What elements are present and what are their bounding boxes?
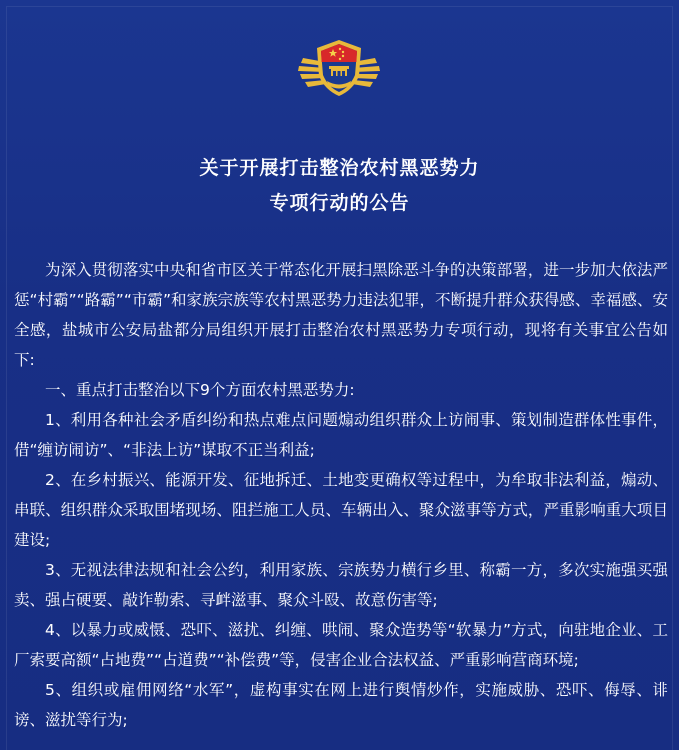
announcement-title-line2: 专项行动的公告 (269, 192, 410, 214)
paragraph-section-heading: 一、重点打击整治以下9个方面农村黑恶势力: (45, 381, 355, 399)
police-emblem-icon (293, 36, 385, 98)
paragraph-item-3: 3、无视法律法规和社会公约，利用家族、宗族势力横行乡里、称霸一方，多次实施强买强卖、强占硬要、敲诈勒索、寻衅滋事、聚众斗殴、故意伤害等; (14, 561, 668, 609)
paragraph-intro: 为深入贯彻落实中央和省市区关于常态化开展扫黑除恶斗争的决策部署，进一步加大依法严惩“村霸”“路霸”“市霸”和家族宗族等农村黑恶势力违法犯罪，不断提升群众获得感、幸福感、安全感，盐城市公安局盐都分局组织开展打击整治农村黑恶势力专项行动，现将有关事宜公告如下: (14, 261, 668, 369)
paragraph-item-4: 4、以暴力或威慑、恐吓、滋扰、纠缠、哄闹、聚众造势等“软暴力”方式，向驻地企业、工厂索要高额“占地费”“占道费”“补偿费”等，侵害企业合法权益、严重影响营商环境; (14, 621, 668, 669)
announcement-body (14, 255, 668, 735)
paragraph-item-2: 2、在乡村振兴、能源开发、征地拆迁、土地变更确权等过程中，为牟取非法利益，煽动、串联、组织群众采取围堵现场、阻拦施工人员、车辆出入、聚众滋事等方式，严重影响重大项目建设; (14, 471, 668, 549)
paragraph-item-1: 1、利用各种社会矛盾纠纷和热点难点问题煽动组织群众上访闹事、策划制造群体性事件，借“缠访闹访”、“非法上访”谋取不正当利益; (14, 411, 668, 459)
announcement-title-line1: 关于开展打击整治农村黑恶势力 (199, 157, 480, 179)
paragraph-item-5: 5、组织或雇佣网络“水军”，虚构事实在网上进行舆情炒作，实施威胁、恐吓、侮辱、诽谤、滋扰等行为; (14, 681, 668, 729)
